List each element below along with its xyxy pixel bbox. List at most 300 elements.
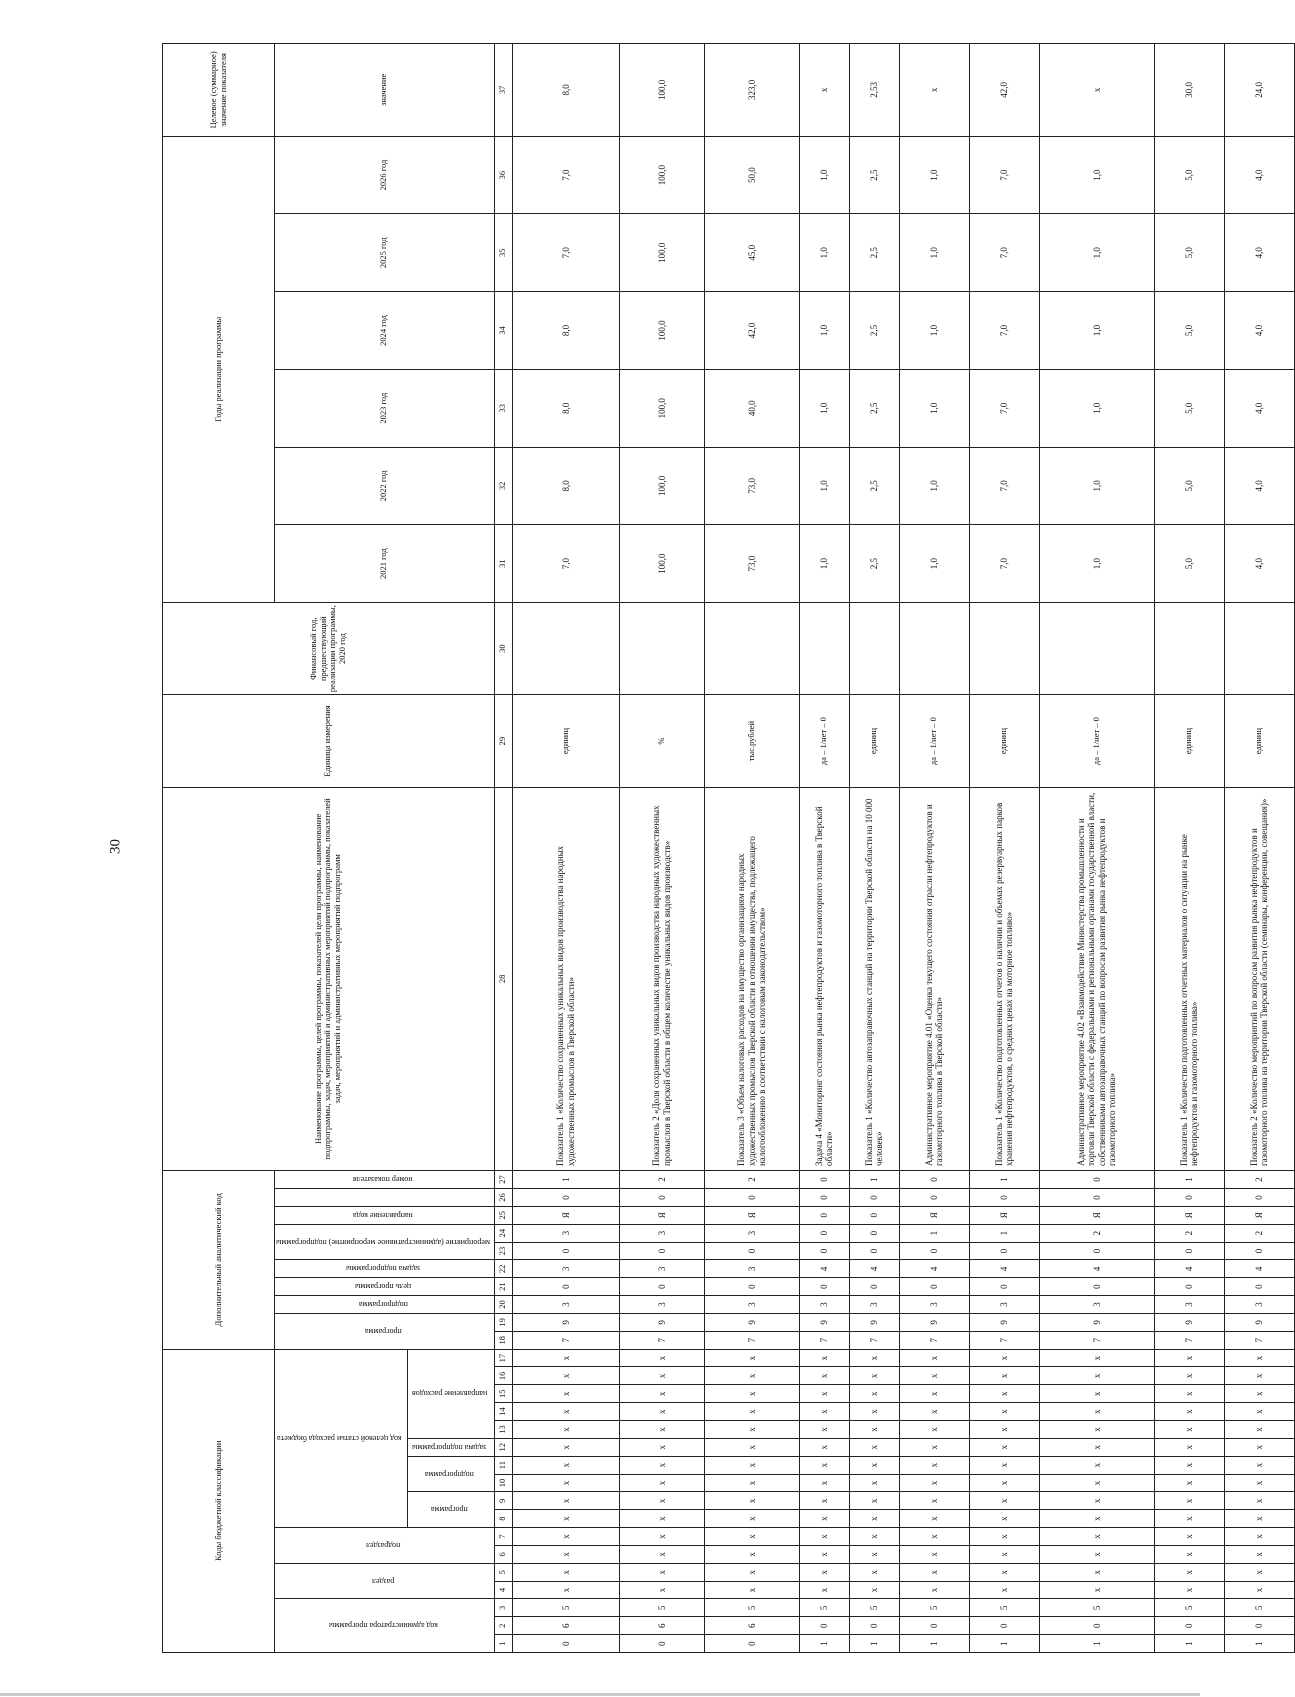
code-cell: х <box>799 1492 849 1510</box>
year-value: 1,0 <box>799 525 849 603</box>
code-cell: 9 <box>1039 1313 1154 1331</box>
year-value: 5,0 <box>1154 292 1224 370</box>
code-cell: х <box>512 1349 619 1367</box>
podprogramma2-header: подпрограмма <box>275 1296 495 1314</box>
code-cell: 3 <box>799 1296 849 1314</box>
razdel-header: раздел <box>275 1563 495 1599</box>
year-value: 100,0 <box>619 292 704 370</box>
code-cell: х <box>1039 1563 1154 1581</box>
fin-year-header: Финансовый год, предшествующий реализации программы, 2020 год <box>163 602 495 694</box>
row-name: Показатель 1 «Количество сохраненных уникальных видов производства народных художественных промыслов в Тверской области» <box>512 787 619 1170</box>
column-number: 18 <box>494 1331 512 1349</box>
code-cell: х <box>512 1510 619 1528</box>
code-cell: х <box>1224 1403 1294 1421</box>
year-value: 4,0 <box>1224 369 1294 447</box>
column-number: 4 <box>494 1581 512 1599</box>
column-number: 8 <box>494 1510 512 1528</box>
code-cell: х <box>704 1421 799 1439</box>
code-cell: 9 <box>619 1313 704 1331</box>
code-cell: 5 <box>704 1599 799 1617</box>
year-value: 7,0 <box>512 525 619 603</box>
code-cell: х <box>899 1438 969 1456</box>
code-cell: 0 <box>512 1242 619 1260</box>
column-number: 16 <box>494 1367 512 1385</box>
zadacha-header: задача подпрограммы <box>275 1260 495 1278</box>
code-cell: х <box>899 1403 969 1421</box>
group-budget-header: Коды бюджетной классификации <box>163 1349 275 1652</box>
year-value: 50,0 <box>704 136 799 214</box>
row-name: Административное мероприятие 4.02 «Взаимодействие Министерства промышленности и торговли Тверской области с федеральными и региональными органами государственной власти, собственниками автозаправочных станций по вопросам развития рынка нефтепродуктов и газомоторного топлива» <box>1039 787 1154 1170</box>
code-cell: х <box>969 1581 1039 1599</box>
code-cell: х <box>512 1403 619 1421</box>
code-cell: 9 <box>1154 1313 1224 1331</box>
row-unit: единиц <box>1224 695 1294 787</box>
column-number: 34 <box>494 292 512 370</box>
year-value: 1,0 <box>1039 447 1154 525</box>
code-cell: х <box>1224 1421 1294 1439</box>
code-cell: 0 <box>969 1278 1039 1296</box>
code-cell: х <box>512 1581 619 1599</box>
code-cell: 1 <box>512 1171 619 1189</box>
column-number: 1 <box>494 1635 512 1653</box>
code-cell: х <box>849 1492 899 1510</box>
code-cell: 3 <box>619 1260 704 1278</box>
code-cell: 3 <box>969 1296 1039 1314</box>
code-cell: 0 <box>849 1617 899 1635</box>
code-cell: Я <box>619 1206 704 1224</box>
year-value: 1,0 <box>799 136 849 214</box>
code-cell: х <box>899 1456 969 1474</box>
code-cell: х <box>849 1545 899 1563</box>
column-number: 13 <box>494 1421 512 1439</box>
year-2024-header: 2024 год <box>275 292 495 370</box>
code-cell: 5 <box>512 1599 619 1617</box>
code-cell: 6 <box>512 1617 619 1635</box>
code-cell: 5 <box>1154 1599 1224 1617</box>
row-unit: да – 1/нет – 0 <box>799 695 849 787</box>
code-cell: х <box>899 1474 969 1492</box>
code-cell: х <box>704 1438 799 1456</box>
code-cell: 1 <box>899 1635 969 1653</box>
row-fin-year <box>619 602 704 694</box>
code-cell: 0 <box>512 1635 619 1653</box>
column-number: 26 <box>494 1189 512 1207</box>
code-cell: х <box>619 1438 704 1456</box>
code-cell: 2 <box>619 1171 704 1189</box>
code-cell: 5 <box>1039 1599 1154 1617</box>
code-cell: 0 <box>799 1278 849 1296</box>
group-extra-header: Дополнительный аналитический код <box>163 1171 275 1350</box>
code-cell: 1 <box>1154 1635 1224 1653</box>
code-cell: х <box>704 1403 799 1421</box>
kbk-sub-header: код целевой статьи расхода бюджета <box>275 1349 408 1527</box>
row-fin-year <box>512 602 619 694</box>
code-cell: х <box>969 1349 1039 1367</box>
code-cell: 0 <box>899 1242 969 1260</box>
code-cell: 1 <box>1154 1171 1224 1189</box>
code-cell: х <box>849 1349 899 1367</box>
code-cell: 5 <box>849 1599 899 1617</box>
year-value: 1,0 <box>799 214 849 292</box>
code-cell: х <box>1039 1421 1154 1439</box>
code-cell: 0 <box>849 1278 899 1296</box>
code-cell: х <box>1039 1385 1154 1403</box>
column-number: 17 <box>494 1349 512 1367</box>
column-number: 19 <box>494 1313 512 1331</box>
admin-code-header: код администратора программы <box>275 1599 495 1653</box>
code-cell: 5 <box>1224 1599 1294 1617</box>
code-cell: 3 <box>849 1296 899 1314</box>
code-cell: х <box>799 1528 849 1546</box>
code-cell: х <box>704 1528 799 1546</box>
year-value: 45,0 <box>704 214 799 292</box>
code-cell: х <box>849 1563 899 1581</box>
year-value: 7,0 <box>969 292 1039 370</box>
column-number: 25 <box>494 1206 512 1224</box>
code-cell: 0 <box>899 1189 969 1207</box>
bottom-divider <box>0 1693 1200 1696</box>
code-cell: х <box>799 1456 849 1474</box>
year-value: 1,0 <box>1039 214 1154 292</box>
meropriyatie-header: мероприятие (административное мероприятие) подпрограммы <box>275 1224 495 1260</box>
code-cell: 3 <box>1039 1296 1154 1314</box>
row-name: Показатель 3 «Объем налоговых расходов на имущество организациям народных художественных промыслов Тверской области в отношении имущества, подлежащего налогообложению в соответствии с налоговым законодательством» <box>704 787 799 1170</box>
code-cell: х <box>1224 1349 1294 1367</box>
code-cell: 4 <box>1039 1260 1154 1278</box>
column-number: 27 <box>494 1171 512 1189</box>
row-fin-year <box>704 602 799 694</box>
code-cell: 1 <box>849 1171 899 1189</box>
rotated-table-wrapper <box>162 43 1270 1653</box>
code-cell: х <box>512 1528 619 1546</box>
code-cell: 9 <box>1224 1313 1294 1331</box>
nomer-pokazatelya-header: номер показателя <box>275 1171 495 1189</box>
code-cell: х <box>1224 1563 1294 1581</box>
code-cell: 4 <box>969 1260 1039 1278</box>
code-cell: 9 <box>704 1313 799 1331</box>
year-value: 5,0 <box>1154 525 1224 603</box>
code-cell: х <box>512 1492 619 1510</box>
code-cell: х <box>1039 1581 1154 1599</box>
code-cell: 0 <box>799 1242 849 1260</box>
row-unit: единиц <box>969 695 1039 787</box>
year-2026-header: 2026 год <box>275 136 495 214</box>
year-value: 1,0 <box>799 369 849 447</box>
year-value: 2,5 <box>849 447 899 525</box>
code-cell: х <box>619 1474 704 1492</box>
column-number-row <box>494 44 512 1653</box>
code-cell: х <box>1039 1367 1154 1385</box>
code-cell: 0 <box>799 1224 849 1242</box>
podprogramma-header: подпрограмма <box>407 1456 494 1492</box>
code-cell: х <box>799 1421 849 1439</box>
column-number: 24 <box>494 1224 512 1242</box>
code-cell: х <box>799 1474 849 1492</box>
code-cell: х <box>1154 1367 1224 1385</box>
target-header: Целевое (суммарное) значение показателя <box>163 44 275 137</box>
code-cell: 0 <box>899 1171 969 1189</box>
code-cell: Я <box>899 1206 969 1224</box>
row-name: Показатель 1 «Количество подготовленных отчетных материалов о ситуации на рынке нефтепродуктов и газомоторного топлива» <box>1154 787 1224 1170</box>
code-cell: 1 <box>849 1635 899 1653</box>
zadacha-kbk-header: задача подпрограммы <box>407 1438 494 1456</box>
unit-header: Единица измерения <box>163 695 495 787</box>
code-cell: х <box>1039 1545 1154 1563</box>
code-cell: х <box>619 1581 704 1599</box>
code-cell: х <box>704 1456 799 1474</box>
code-cell: х <box>849 1510 899 1528</box>
code-cell: 1 <box>969 1171 1039 1189</box>
code-cell: х <box>1224 1581 1294 1599</box>
target-value: 42,0 <box>969 44 1039 137</box>
code-cell: х <box>1154 1421 1224 1439</box>
year-value: 8,0 <box>512 292 619 370</box>
code-cell: х <box>799 1581 849 1599</box>
year-2021-header: 2021 год <box>275 525 495 603</box>
code-cell: х <box>512 1367 619 1385</box>
year-value: 100,0 <box>619 525 704 603</box>
year-value: 73,0 <box>704 525 799 603</box>
year-value: 1,0 <box>899 447 969 525</box>
year-value: 4,0 <box>1224 214 1294 292</box>
programma-header: программа <box>407 1492 494 1528</box>
year-value: 1,0 <box>899 214 969 292</box>
code-cell: х <box>1224 1438 1294 1456</box>
code-cell: 0 <box>799 1171 849 1189</box>
code-cell: х <box>899 1385 969 1403</box>
code-cell: 0 <box>1039 1171 1154 1189</box>
napravlenie-koda-header: направление кода <box>275 1206 495 1224</box>
row-name: Показатель 1 «Количество автозаправочных станций на территории Тверской области на 10 000 человек» <box>849 787 899 1170</box>
code-cell: 0 <box>704 1635 799 1653</box>
code-cell: 0 <box>1224 1189 1294 1207</box>
code-cell: 4 <box>849 1260 899 1278</box>
code-cell: х <box>619 1563 704 1581</box>
code-cell: 6 <box>704 1617 799 1635</box>
year-value: 7,0 <box>969 214 1039 292</box>
code-cell: х <box>1224 1545 1294 1563</box>
code-cell: 0 <box>849 1189 899 1207</box>
code-cell: 0 <box>704 1278 799 1296</box>
code-cell: х <box>704 1385 799 1403</box>
code-cell: 3 <box>512 1224 619 1242</box>
row-fin-year <box>849 602 899 694</box>
code-cell: х <box>969 1385 1039 1403</box>
code-cell: 9 <box>969 1313 1039 1331</box>
code-cell: 1 <box>799 1635 849 1653</box>
code-cell: 7 <box>899 1331 969 1349</box>
code-cell: х <box>512 1456 619 1474</box>
code-cell: 7 <box>969 1331 1039 1349</box>
row-fin-year <box>1154 602 1224 694</box>
code-cell: х <box>799 1563 849 1581</box>
code-cell: х <box>1154 1545 1224 1563</box>
row-name: Показатель 1 «Количество подготовленных отчетов о наличии и объемах резервуарных парков хранения нефтепродуктов, о средних ценах на моторное топливо» <box>969 787 1039 1170</box>
year-value: 1,0 <box>899 525 969 603</box>
row-name: Показатель 2 «Количество мероприятий по вопросам развития рынка нефтепродуктов и газомоторного топлива на территории Тверской области (семинары, конференции, совещания)» <box>1224 787 1294 1170</box>
code-cell: х <box>512 1545 619 1563</box>
code-cell: 0 <box>1039 1189 1154 1207</box>
code-cell: 7 <box>1154 1331 1224 1349</box>
column-number: 11 <box>494 1456 512 1474</box>
year-value: 8,0 <box>512 447 619 525</box>
year-2023-header: 2023 год <box>275 369 495 447</box>
code-cell: 0 <box>704 1242 799 1260</box>
code-cell: 0 <box>619 1635 704 1653</box>
code-cell: 0 <box>1039 1242 1154 1260</box>
code-cell: х <box>704 1474 799 1492</box>
code-cell: 7 <box>799 1331 849 1349</box>
code-cell: 0 <box>1039 1617 1154 1635</box>
year-value: 1,0 <box>899 136 969 214</box>
code-cell: 2 <box>1154 1224 1224 1242</box>
code-cell: 4 <box>1154 1260 1224 1278</box>
year-value: 1,0 <box>1039 292 1154 370</box>
column-number: 33 <box>494 369 512 447</box>
year-value: 8,0 <box>512 369 619 447</box>
code-cell: 0 <box>1224 1617 1294 1635</box>
code-cell: х <box>799 1510 849 1528</box>
code-cell: х <box>619 1421 704 1439</box>
programma2-header: программа <box>275 1313 495 1349</box>
year-value: 7,0 <box>969 447 1039 525</box>
column-number: 12 <box>494 1438 512 1456</box>
column-number: 22 <box>494 1260 512 1278</box>
code-cell: х <box>969 1492 1039 1510</box>
code-cell: 3 <box>704 1296 799 1314</box>
column-number: 30 <box>494 602 512 694</box>
code-cell: х <box>1224 1492 1294 1510</box>
code-cell: х <box>799 1545 849 1563</box>
table-body <box>512 44 1294 1653</box>
target-value: 100,0 <box>619 44 704 137</box>
code-cell: 1 <box>899 1224 969 1242</box>
column-number: 35 <box>494 214 512 292</box>
code-cell: х <box>1154 1456 1224 1474</box>
name-header: Наименование программы, целей программы, показателей цели программы, наименование подпрограммы, задач, мероприятий и административных мероприятий подпрограммы, показателей задач, мероприятий и административных мероприятий подпрограмм <box>163 787 495 1170</box>
code-cell: х <box>799 1438 849 1456</box>
code-cell: 1 <box>1039 1635 1154 1653</box>
code-cell: х <box>1039 1456 1154 1474</box>
year-value: 42,0 <box>704 292 799 370</box>
znachenie-header: значение <box>275 44 495 137</box>
code-cell: х <box>899 1492 969 1510</box>
year-value: 100,0 <box>619 369 704 447</box>
row-unit: единиц <box>512 695 619 787</box>
napravlenie-header: направление расходов <box>407 1349 494 1438</box>
target-value: 8,0 <box>512 44 619 137</box>
code-cell: 0 <box>969 1617 1039 1635</box>
code-cell: х <box>1154 1474 1224 1492</box>
code-cell: 5 <box>969 1599 1039 1617</box>
code-cell: х <box>969 1510 1039 1528</box>
code-cell: 0 <box>1154 1278 1224 1296</box>
year-value: 1,0 <box>1039 136 1154 214</box>
code-cell: х <box>899 1528 969 1546</box>
code-cell: х <box>969 1403 1039 1421</box>
code-cell: х <box>1154 1403 1224 1421</box>
code-cell: х <box>704 1510 799 1528</box>
column-number: 3 <box>494 1599 512 1617</box>
code-cell: Я <box>1154 1206 1224 1224</box>
year-value: 5,0 <box>1154 369 1224 447</box>
code-cell: х <box>1224 1456 1294 1474</box>
code-cell: х <box>619 1367 704 1385</box>
code-cell: Я <box>1224 1206 1294 1224</box>
year-value: 73,0 <box>704 447 799 525</box>
column-number: 20 <box>494 1296 512 1314</box>
code-cell: 3 <box>704 1224 799 1242</box>
code-cell: 3 <box>619 1224 704 1242</box>
row-fin-year <box>1039 602 1154 694</box>
code-cell: 3 <box>899 1296 969 1314</box>
code-cell: х <box>1154 1581 1224 1599</box>
code-cell: х <box>1154 1349 1224 1367</box>
row-name: Показатель 2 «Доля сохраненных уникальных видов производства народных художественных промыслов в Тверской области в общем количестве уникальных видов производств» <box>619 787 704 1170</box>
spacer-header <box>275 1189 495 1207</box>
code-cell: х <box>704 1563 799 1581</box>
year-value: 2,5 <box>849 525 899 603</box>
year-value: 40,0 <box>704 369 799 447</box>
code-cell: 7 <box>619 1331 704 1349</box>
code-cell: х <box>619 1403 704 1421</box>
code-cell: х <box>849 1421 899 1439</box>
code-cell: 1 <box>1224 1635 1294 1653</box>
table-row <box>1154 44 1224 1653</box>
code-cell: 9 <box>799 1313 849 1331</box>
code-cell: 0 <box>619 1278 704 1296</box>
year-value: 4,0 <box>1224 136 1294 214</box>
code-cell: 5 <box>899 1599 969 1617</box>
row-fin-year <box>969 602 1039 694</box>
target-value: 24,0 <box>1224 44 1294 137</box>
code-cell: х <box>704 1492 799 1510</box>
target-value: х <box>899 44 969 137</box>
code-cell: 3 <box>512 1296 619 1314</box>
row-unit: % <box>619 695 704 787</box>
table-row <box>799 44 849 1653</box>
year-value: 1,0 <box>899 369 969 447</box>
code-cell: х <box>849 1474 899 1492</box>
code-cell: х <box>704 1367 799 1385</box>
code-cell: х <box>1039 1528 1154 1546</box>
year-2025-header: 2025 год <box>275 214 495 292</box>
code-cell: х <box>1039 1474 1154 1492</box>
code-cell: х <box>849 1438 899 1456</box>
table-row <box>1039 44 1154 1653</box>
year-value: 2,5 <box>849 136 899 214</box>
year-value: 100,0 <box>619 447 704 525</box>
code-cell: 7 <box>512 1331 619 1349</box>
code-cell: 9 <box>849 1313 899 1331</box>
code-cell: 6 <box>619 1617 704 1635</box>
code-cell: 4 <box>1224 1260 1294 1278</box>
code-cell: Я <box>704 1206 799 1224</box>
code-cell: х <box>619 1510 704 1528</box>
code-cell: х <box>512 1438 619 1456</box>
target-value: х <box>1039 44 1154 137</box>
column-number: 10 <box>494 1474 512 1492</box>
year-value: 7,0 <box>969 525 1039 603</box>
code-cell: 0 <box>1154 1617 1224 1635</box>
target-value: 2,53 <box>849 44 899 137</box>
code-cell: 3 <box>512 1260 619 1278</box>
year-value: 5,0 <box>1154 214 1224 292</box>
code-cell: 0 <box>849 1206 899 1224</box>
row-name: Административное мероприятие 4.01 «Оценка текущего состояния отрасли нефтепродуктов и газомоторного топлива в Тверской области» <box>899 787 969 1170</box>
code-cell: х <box>704 1545 799 1563</box>
target-value: 30,0 <box>1154 44 1224 137</box>
